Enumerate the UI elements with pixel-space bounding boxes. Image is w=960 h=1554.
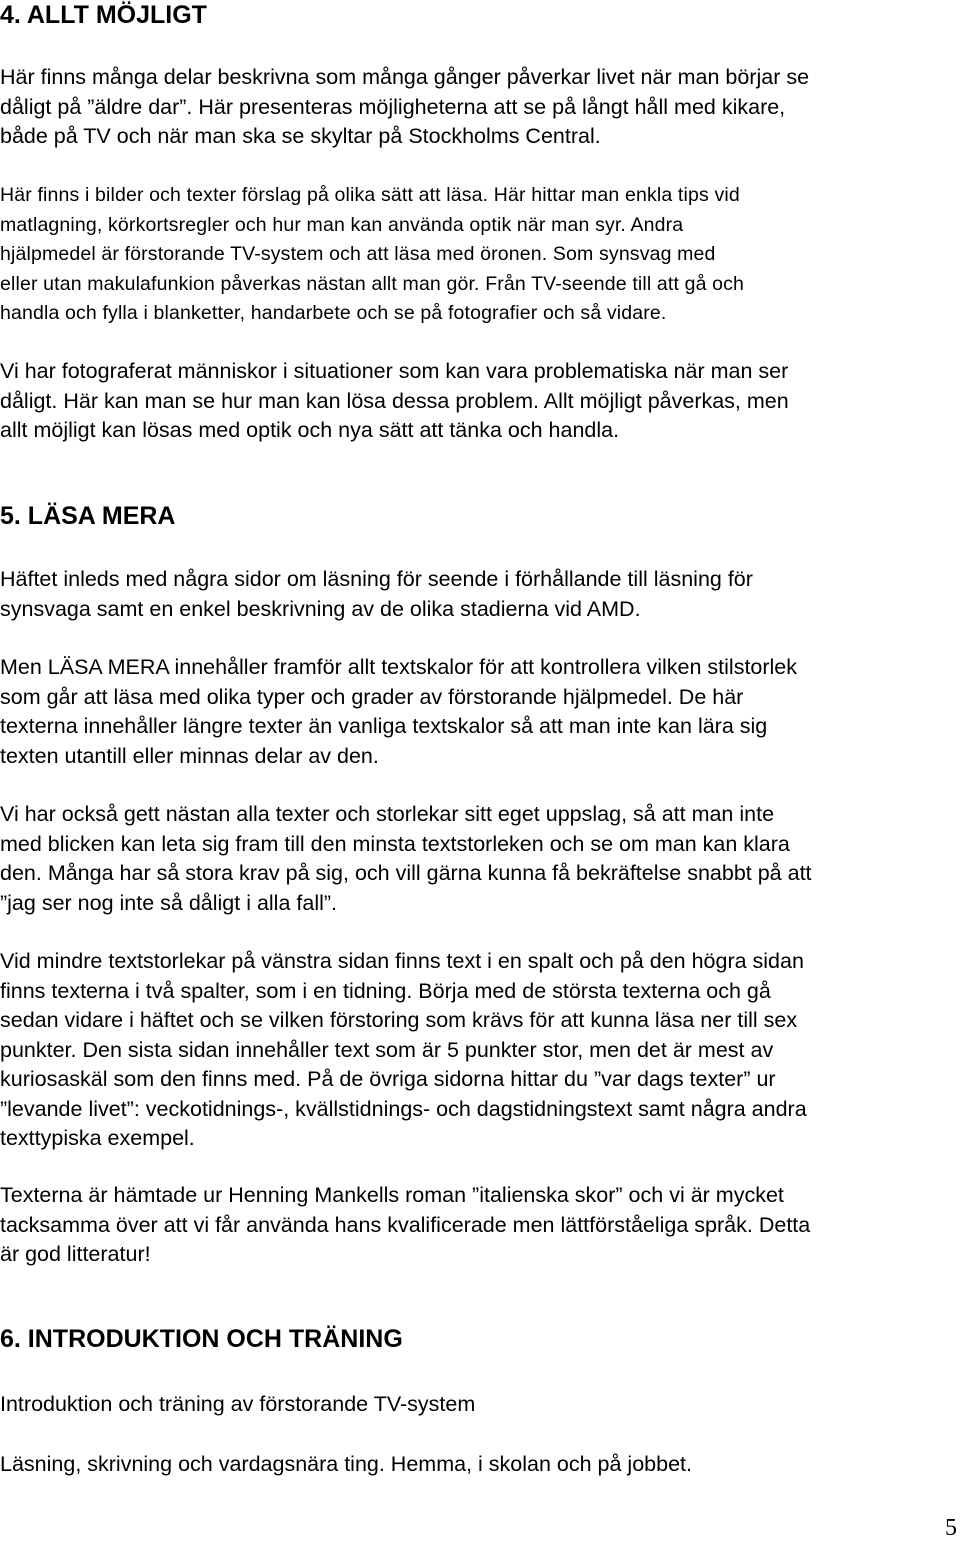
section-5-paragraph-3: Vi har också gett nästan alla texter och storlekar sitt eget uppslag, så att man inte med blicken kan leta sig fram till den minsta textstorleken och se om man kan klara den. Många har så stora krav på sig, och vill gärna kunna få bekräftelse snabbt på att ”jag ser nog inte så dåligt i alla fall”. xyxy=(0,802,812,915)
section-6-paragraph-1: Introduktion och träning av förstorande TV-system xyxy=(0,1392,476,1416)
section-5-paragraph-4: Vid mindre textstorlekar på vänstra sidan finns text i en spalt och på den högra sidan finns texterna i två spalter, som i en tidning. Börja med de största texterna och gå sedan vidare i häftet och se vilken förstoring som krävs för att kunna läsa ner till sex punkter. Den sista sidan innehåller text som är 5 punkter stor, men det är mest av kuriosaskäl som den finns med. På de övriga sidorna hittar du ”var dags texter” ur ”levande livet”: veckotidnings-, kvällstidnings- och dagstidningstext samt några andra texttypiska exempel. xyxy=(0,949,807,1150)
section-5-paragraph-2: Men LÄSA MERA innehåller framför allt textskalor för att kontrollera vilken stilstorlek som går att läsa med olika typer och grader av förstorande hjälpmedel. De här texterna innehåller längre texter än vanliga textskalor så att man inte kan lära sig texten utantill eller minnas delar av den. xyxy=(0,655,798,768)
section-5-paragraph-1: Häftet inleds med några sidor om läsning för seende i förhållande till läsning för synsvaga samt en enkel beskrivning av de olika stadierna vid AMD. xyxy=(0,567,753,621)
section-5-heading: 5. LÄSA MERA xyxy=(0,502,176,530)
section-4-paragraph-2: Här finns i bilder och texter förslag på olika sätt att läsa. Här hittar man enkla tips vid matlagning, körkortsregler och hur man kan använda optik när man syr. Andra hjälpmedel är förstorande TV-system och att läsa med öronen. Som synsvag med eller utan makulafunkion påverkas nästan allt man gör. Från TV-seende till att gå och handla och fylla i blanketter, handarbete och se på fotografier och så vidare. xyxy=(0,184,745,324)
section-4-heading: 4. ALLT MÖJLIGT xyxy=(0,1,207,29)
section-5-paragraph-5: Texterna är hämtade ur Henning Mankells roman ”italienska skor” och vi är mycket tacksamma över att vi får använda hans kvalificerade men lättförståeliga språk. Detta är god litteratur! xyxy=(0,1183,811,1266)
page-number: 5 xyxy=(945,1515,957,1541)
section-4-paragraph-1: Här finns många delar beskrivna som många gånger påverkar livet när man börjar se dåligt på ”äldre dar”. Här presenteras möjligheterna att se på långt håll med kikare, både på TV och när man ska se skyltar på Stockholms Central. xyxy=(0,65,810,148)
section-6-paragraph-2: Läsning, skrivning och vardagsnära ting. Hemma, i skolan och på jobbet. xyxy=(0,1452,692,1476)
section-4-paragraph-3: Vi har fotograferat människor i situationer som kan vara problematiska när man ser dåligt. Här kan man se hur man kan lösa dessa problem. Allt möjligt påverkas, men allt möjligt kan lösas med optik och nya sätt att tänka och handla. xyxy=(0,359,789,442)
section-6-heading: 6. INTRODUKTION OCH TRÄNING xyxy=(0,1325,403,1353)
